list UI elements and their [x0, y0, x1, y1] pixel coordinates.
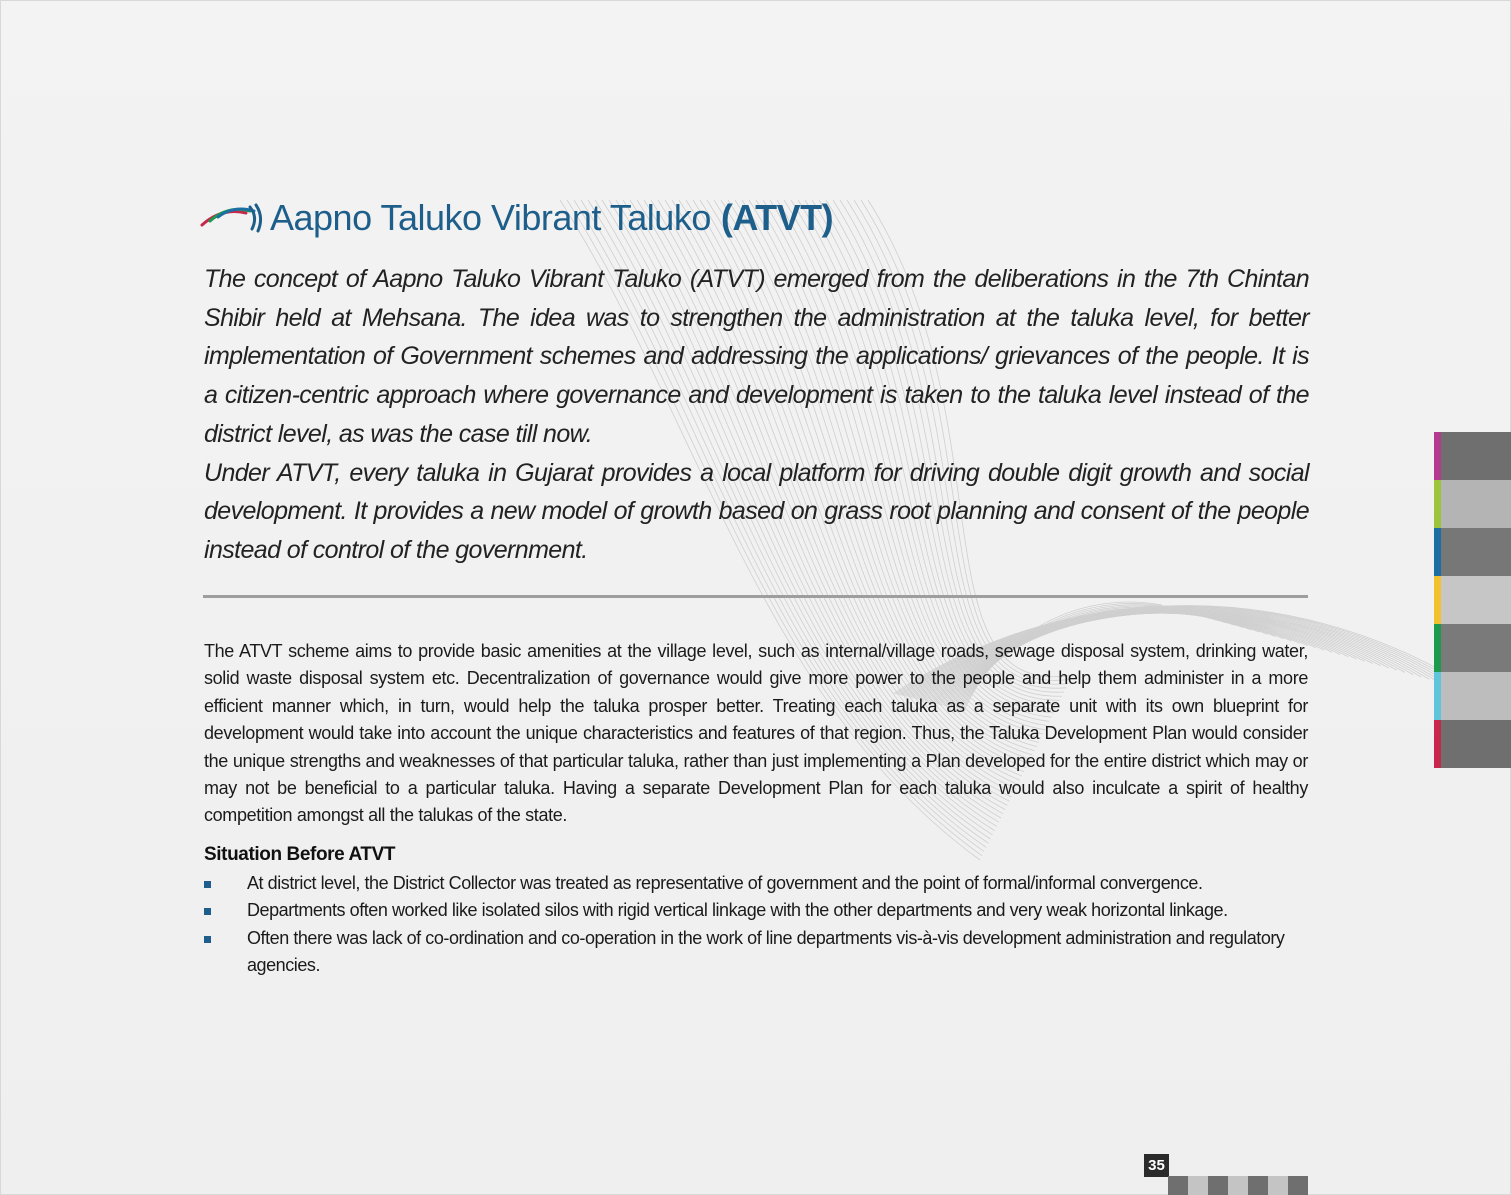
chapter-tab-stripe [1434, 432, 1441, 480]
body-paragraph: The ATVT scheme aims to provide basic amenities at the village level, such as internal/village roads, sewage disposal system, drinking water, solid waste disposal system etc. Decentralization of governance would give more power to the people and help them administer in a more efficient manner which, in turn, would help the taluka prosper better. Treating each taluka as a separate unit with its own blueprint for development would take into account the unique characteristics and features of that region. Thus, the Taluka Development Plan would consider the unique strengths and weaknesses of that particular taluka, rather than just implementing a Plan developed for the entire district which may or may not be beneficial to a particular taluka. Having a separate Development Plan for each taluka would also inculcate a spirit of healthy competition amongst all the talukas of the state. [204, 641, 1308, 826]
list-item-text: At district level, the District Collector was treated as representative of government and the point of formal/informal convergence. [247, 873, 1203, 893]
chapter-tab-stripe [1434, 672, 1441, 720]
swoosh-arcs-logo-icon [200, 195, 266, 241]
chapter-tab-stripe [1434, 480, 1441, 528]
footer-bar-segment [1248, 1176, 1268, 1195]
chapter-tab [1434, 720, 1511, 768]
intro-block [204, 260, 1309, 570]
list-item [204, 897, 1308, 924]
list-item [204, 925, 1308, 980]
footer-bar-segment [1168, 1176, 1188, 1195]
chapter-tab [1434, 576, 1511, 624]
square-bullet-icon [204, 881, 211, 888]
situation-bullet-list [204, 870, 1308, 980]
footer-bar-segment [1228, 1176, 1248, 1195]
list-item-text: Departments often worked like isolated silos with rigid vertical linkage with the other departments and very weak horizontal linkage. [247, 900, 1228, 921]
intro-paragraph-2: Under ATVT, every taluka in Gujarat provides a local platform for driving double digit growth and social development. It provides a new model of growth based on grass root planning and consent of the people instead of control of the government. [204, 458, 1309, 564]
square-bullet-icon [204, 908, 211, 915]
chapter-tab-stripe [1434, 528, 1441, 576]
chapter-tab [1434, 624, 1511, 672]
chapter-tab-stripe [1434, 720, 1441, 768]
footer-bar-segment [1188, 1176, 1208, 1195]
footer-bar-segment [1288, 1176, 1308, 1195]
section-divider [203, 595, 1308, 598]
title-main: Aapno Taluko Vibrant Taluko [270, 197, 711, 238]
situation-heading: Situation Before ATVT [204, 844, 396, 865]
intro-paragraph-1: The concept of Aapno Taluko Vibrant Taluko (ATVT) emerged from the deliberations in the 7th Chintan Shibir held at Mehsana. The idea was to strengthen the administration at the taluka level, for better implementation of Government schemes and addressing the applications/ grievances of the people. It is a citizen-centric approach where governance and development is taken to the taluka level instead of the district level, as was the case till now. [204, 265, 1309, 448]
footer-bar-segment [1268, 1176, 1288, 1195]
title-abbreviation: (ATVT) [720, 197, 834, 238]
footer-color-bar [1168, 1176, 1308, 1195]
chapter-tab-stripe [1434, 576, 1441, 624]
chapter-tab [1434, 480, 1511, 528]
page-number: 35 [1144, 1154, 1169, 1177]
chapter-tab [1434, 672, 1511, 720]
list-item [204, 870, 1308, 897]
square-bullet-icon [204, 936, 211, 943]
chapter-tab [1434, 528, 1511, 576]
chapter-tab [1434, 432, 1511, 480]
page-title [200, 192, 833, 244]
footer-bar-segment [1208, 1176, 1228, 1195]
chapter-tab-stripe [1434, 624, 1441, 672]
chapter-index-tabs [1434, 432, 1511, 769]
list-item-text: Often there was lack of co-ordination and co-operation in the work of line departments vis-à-vis development administration and regulatory agencies. [247, 927, 1285, 976]
